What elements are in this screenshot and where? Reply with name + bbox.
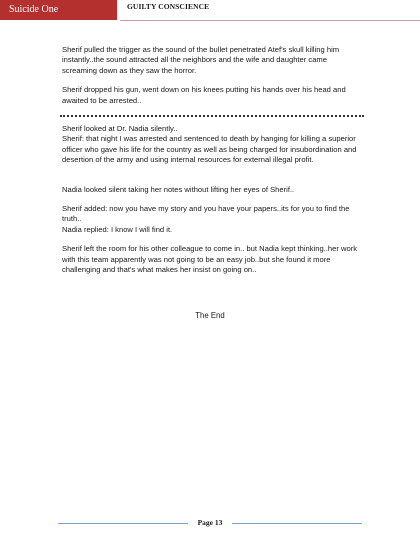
book-title: Suicide One	[0, 0, 117, 20]
paragraph: Nadia looked silent taking her notes without lifting her eyes of Sherif..	[62, 184, 295, 194]
header-rule	[120, 20, 420, 21]
page-number: Page 13	[197, 518, 223, 527]
page-header	[0, 0, 420, 20]
paragraph: Sherif looked at Dr. Nadia silently..	[62, 124, 178, 134]
paragraph: Sherif pulled the trigger as the sound of the bullet penetrated Atef's skull killing him instantly..the sound attracted all the neighbors and the wife and daughter came screaming down as they saw the horror.	[62, 45, 340, 75]
paragraph: Sherif left the room for his other colleague to come in.. but Nadia kept thinking..her work with this team apparently was not going to be an easy job..but she found it more challenging and that's what makes her insist on going on..	[62, 244, 358, 275]
spacer	[62, 175, 362, 185]
section-divider	[60, 115, 364, 117]
the-end-label: The End	[195, 311, 225, 320]
paragraph: Sherif dropped his gun, went down on his knees putting his hands over his head and awaited to be arrested..	[62, 85, 346, 105]
footer-rule-right	[232, 523, 362, 524]
story-body	[62, 45, 362, 285]
paragraph: Sherif added: now you have my story and you have your papers..its for you to find the truth..	[62, 204, 350, 224]
chapter-title: GUILTY CONSCIENCE	[127, 2, 210, 11]
paragraph: Nadia replied: I know I will find it.	[62, 224, 173, 234]
paragraph: Sherif: that night I was arrested and sentenced to death by hanging for killing a superior officer who gave his life for the country as well as being charged for insubordination and desertion of the army and using internal resources for external illegal profit.	[62, 134, 357, 165]
